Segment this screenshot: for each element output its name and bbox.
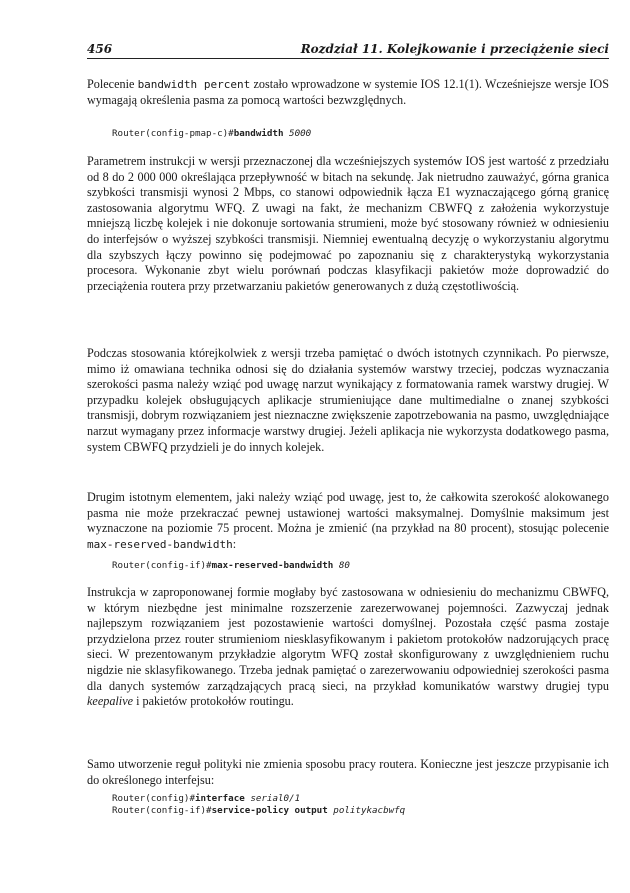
code3-2-prompt: Router(config-if)# (112, 805, 212, 816)
p4-text-post: : (232, 536, 237, 551)
p4-inline-code: max-reserved-bandwidth (87, 537, 233, 551)
chapter-title: Rozdział 11. Kolejkowanie i przeciążenie sieci (300, 42, 609, 56)
p4-text-pre: Drugim istotnym elementem, jaki należy wziąć pod uwagę, jest to, że całkowita szerokość alokowanego pasma nie może przekraczać pewnej ustawionej wartości maksymalnej. Domyślnie maksimum jest wyznaczone na poziomie 75 procent. Można je zmienić (na przykład na 80 procent), stosując polecenie (87, 490, 609, 536)
code-block-1 (112, 128, 311, 140)
paragraph-4 (87, 490, 609, 552)
code-block-2 (112, 560, 350, 572)
code2-prompt: Router(config-if)# (112, 560, 212, 571)
code3-line-1 (112, 793, 300, 804)
code3-1-arg: serial0/1 (250, 793, 301, 804)
p5-italic-term: keepalive (87, 694, 134, 709)
p5-tail: i pakietów protokołów routingu. (133, 694, 294, 709)
code1-prompt: Router(config-pmap-c)# (112, 128, 234, 139)
p1-text-post: zostało wprowadzone w systemie IOS 12.1(1). Wcześniejsze wersje IOS wymagają określenia pasma za pomocą wartości bezwzględnych. (87, 77, 609, 107)
page-header (87, 42, 609, 59)
code-block-3 (112, 793, 405, 817)
p5-text: Instrukcja w zaproponowanej formie mogłaby być zastosowana w odniesieniu do mechanizmu CBWFQ, w którym niezbędne jest minimalne rozszerzenie zarezerwowanej pojemności. Zazwyczaj jednak najlepszym rozwiązaniem jest pozostawienie wartości domyślnej. Pozostała część pasma zostaje przydzielona przez router strumieniom niesklasyfikowanym i pakietom protokołów nadzorujących pracę sieci. W prezentowanym przykładzie algorytm WFQ został skonfigurowany z uwzględnieniem ruchu nigdzie nie sklasyfikowanego. Trzeba jednak pamiętać o zarezerwowaniu odpowiedniej szerokości pasma dla danych systemów zarządzających pracą sieci, na przykład komunikatów warstwy drugiej typu (87, 585, 609, 693)
code1-command: bandwidth (233, 128, 284, 139)
code3-2-command: service-policy output (211, 805, 328, 816)
code1-arg: 5000 (289, 128, 312, 139)
p1-inline-code: bandwidth percent (137, 78, 251, 91)
paragraph-3: Podczas stosowania którejkolwiek z wersji trzeba pamiętać o dwóch istotnych czynnikach. Po pierwsze, mimo iż omawiana technika odnosi się do działania systemów warstwy trzeciej, podczas wyznaczania szerokości pasma należy wziąć pod uwagę narzut wynikający z formatowania ramek warstwy drugiej. W przypadku kolejek obsługujących aplikacje strumieniujące dane multimedialne o znanej szybkości transmisji, dobrym rozwiązaniem jest nieznaczne zwiększenie zapotrzebowania na pasmo, uwzględniające narzut wymagany przez informacje warstwy drugiej. Jeżeli aplikacja nie wykorzysta dodatkowego pasma, system CBWFQ przydzieli je do innych kolejek. (87, 346, 609, 454)
paragraph-1 (87, 77, 609, 108)
paragraph-2: Parametrem instrukcji w wersji przeznaczonej dla wcześniejszych systemów IOS jest wartość z przedziału od 8 do 2 000 000 określająca przepływność w bitach na sekundę. Jak nietrudno zauważyć, górna granica szybkości transmisji wynosi 2 Mbps, co stanowi odpowiednik łącza E1 wyznaczającego górną granicę zastosowania algorytmu WFQ. Z uwagi na fakt, że mechanizm CBWFQ z założenia wykorzystuje mniejszą liczbę kolejek i nie dokonuje sortowania strumieni, może być stosowany również w odniesieniu do interfejsów o wyższej szybkości transmisji. Niemniej ewentualną decyzję o wykorzystaniu algorytmu dla szybszych łączy powinno się podejmować po zapoznaniu się z charakterystyką wykorzystania procesora. Wykonanie zbyt wielu porównań podczas klasyfikacji pakietów może doprowadzić do przeciążenia routera przy przetwarzaniu pakietów generowanych z dużą częstotliwością. (87, 154, 609, 293)
paragraph-5 (87, 585, 609, 710)
code3-2-arg: politykacbwfq (333, 805, 406, 816)
code2-arg: 80 (338, 560, 350, 571)
code3-1-command: interface (194, 793, 245, 804)
paragraph-6: Samo utworzenie reguł polityki nie zmienia sposobu pracy routera. Konieczne jest jeszcze przypisanie ich do określonego interfejsu: (87, 757, 609, 787)
code3-1-prompt: Router(config)# (112, 793, 195, 804)
code3-line-2 (112, 805, 405, 816)
page-number: 456 (87, 42, 113, 56)
p1-text-pre: Polecenie (87, 77, 138, 91)
code2-command: max-reserved-bandwidth (211, 560, 334, 571)
